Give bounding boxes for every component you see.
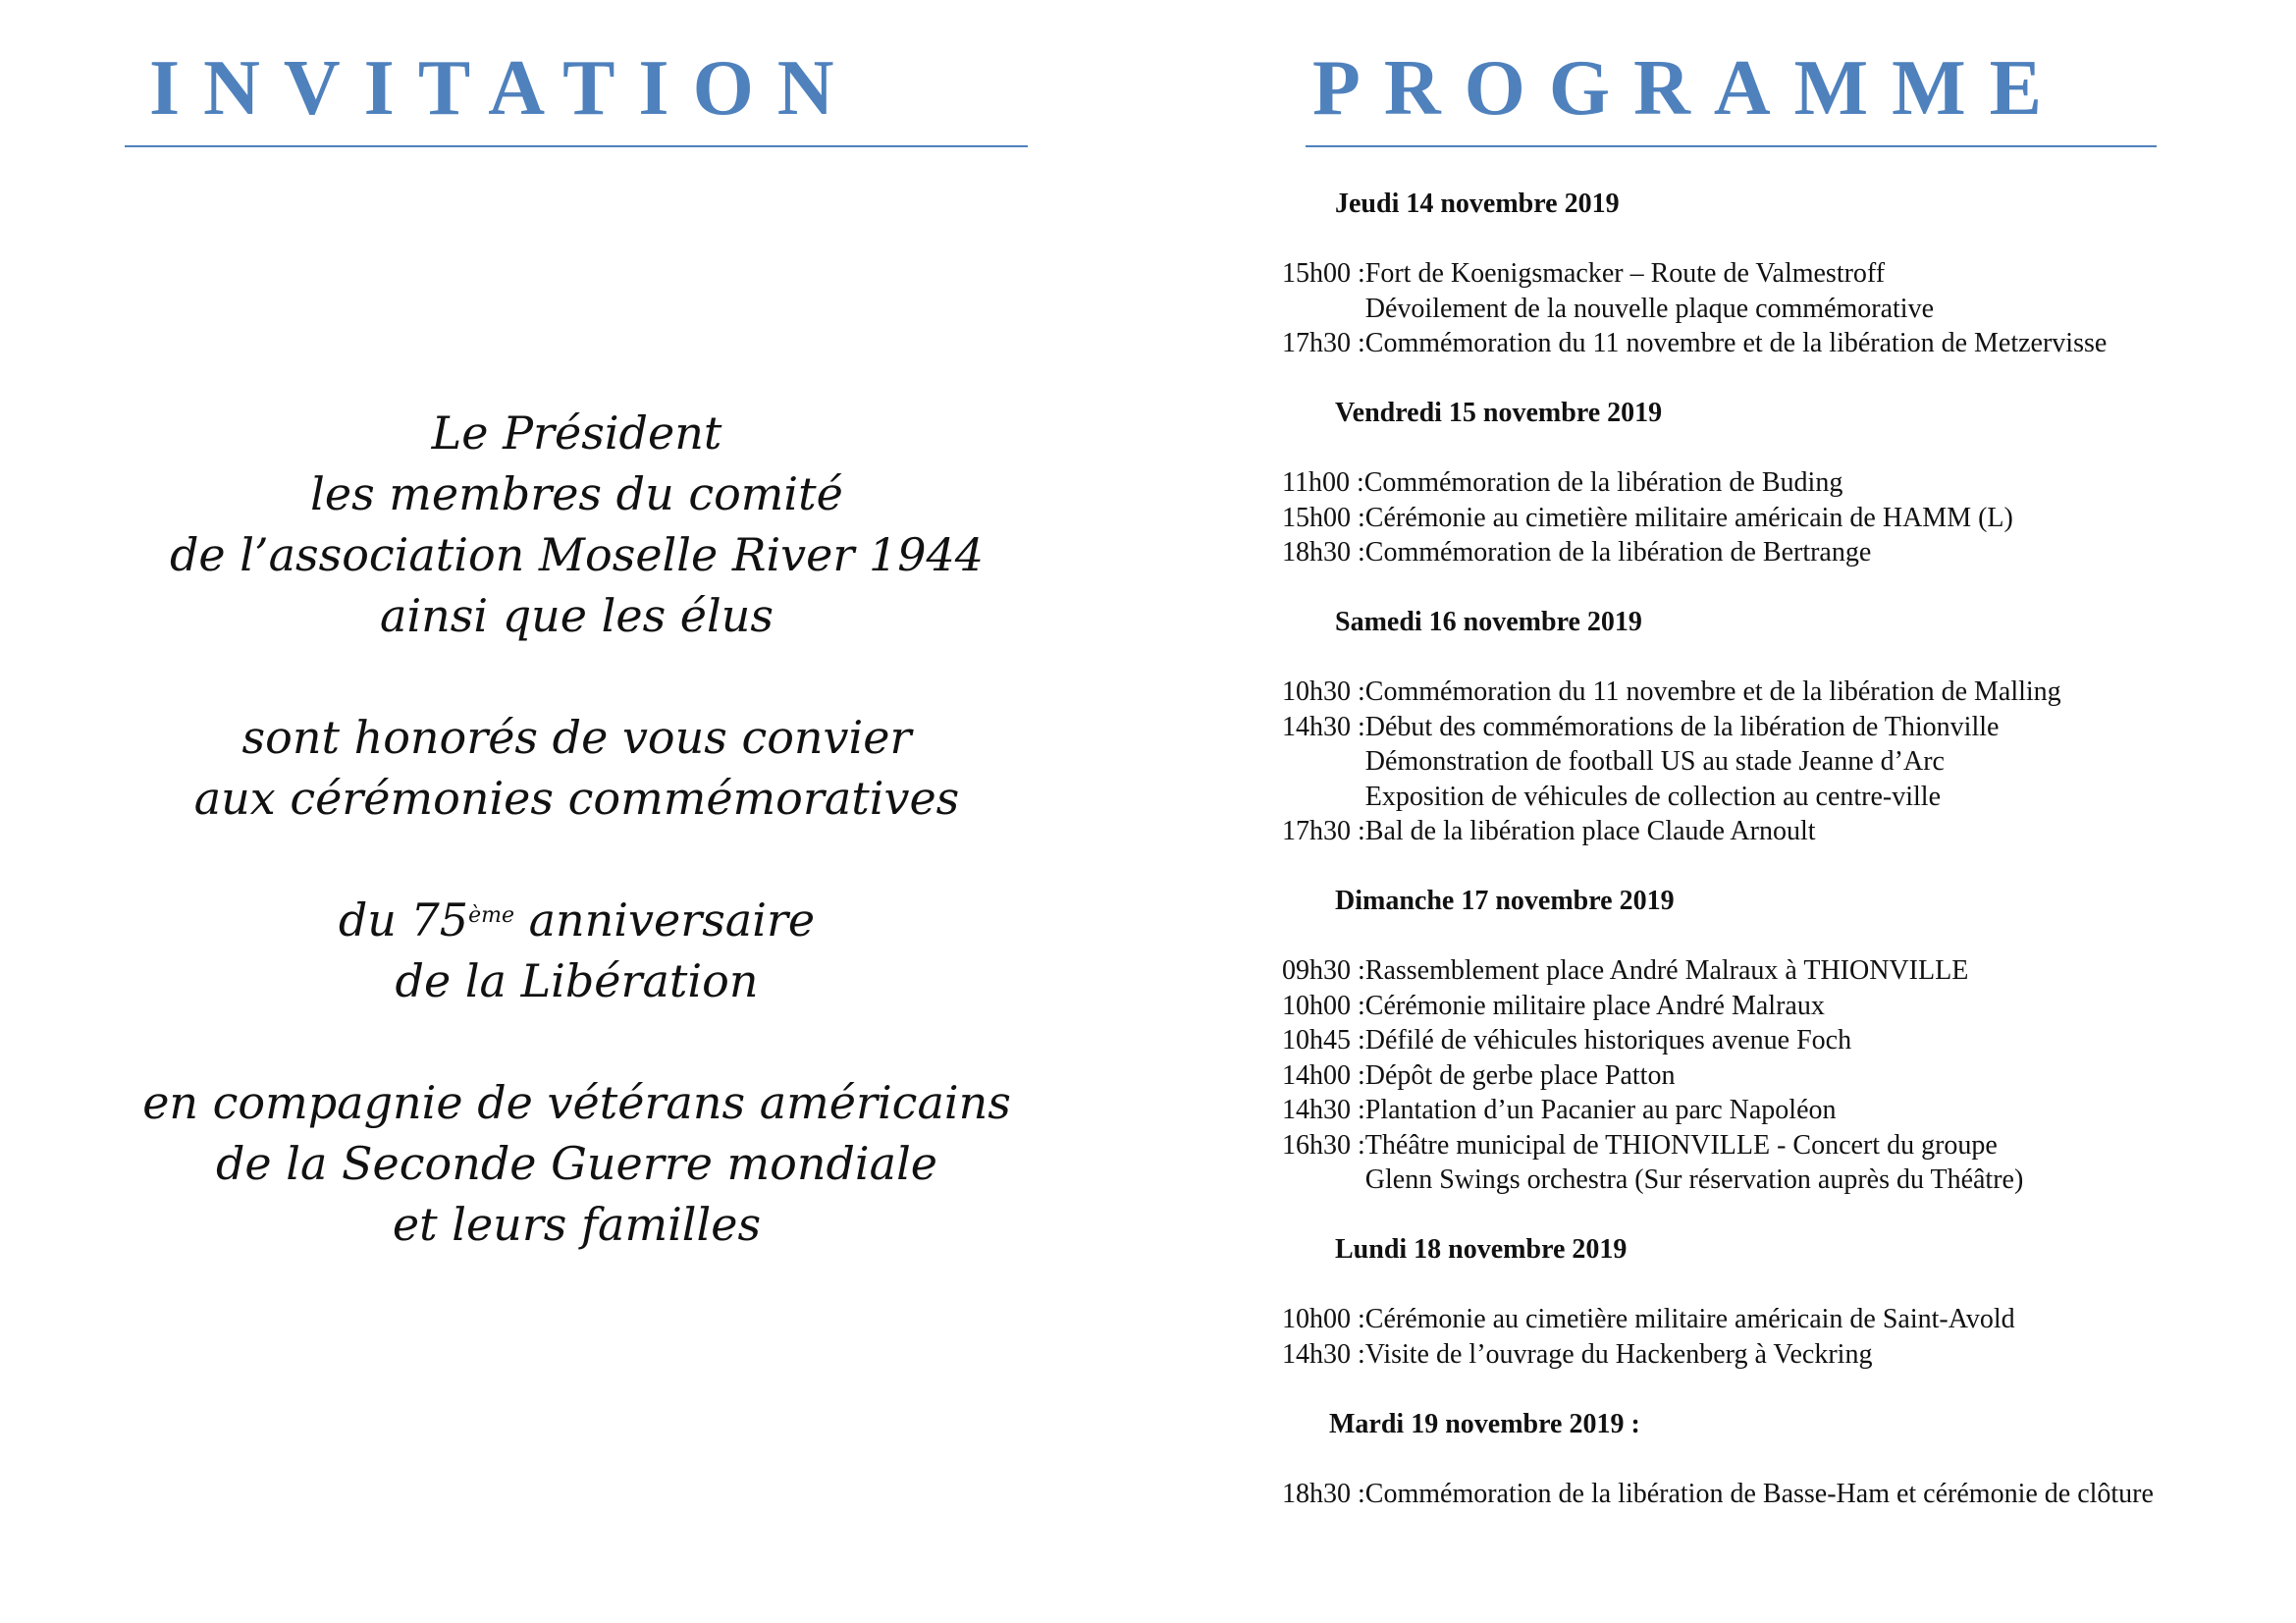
invitation-title: INVITATION <box>149 45 858 132</box>
schedule-entry <box>1282 256 2273 326</box>
day-title: Samedi 16 novembre 2019 <box>1335 607 1642 637</box>
entry-text: Commémoration du 11 novembre et de la libération de Metzervisse <box>1364 328 2108 358</box>
day-friday <box>1282 396 2273 570</box>
ordinal-suffix: ème <box>468 903 514 928</box>
entry-time: 10h00 : <box>1282 990 1365 1021</box>
entry-text: Cérémonie militaire place André Malraux <box>1364 990 1825 1021</box>
day-title: Dimanche 17 novembre 2019 <box>1335 886 1675 916</box>
entry-text: Cérémonie au cimetière militaire américain de HAMM (L) <box>1364 502 2013 533</box>
day-title: Vendredi 15 novembre 2019 <box>1335 398 1663 428</box>
entry-time: 18h30 : <box>1282 1478 1365 1509</box>
entry-text: Cérémonie au cimetière militaire américain de Saint-Avold <box>1364 1304 2015 1334</box>
entry-text: Début des commémorations de la libération de Thionville <box>1364 711 2000 742</box>
entry-text: Commémoration de la libération de Basse-Ham et cérémonie de clôture <box>1364 1478 2154 1509</box>
invitation-text <box>88 403 1065 1255</box>
schedule-entry <box>1282 814 2273 849</box>
entry-time: 14h30 : <box>1282 1338 1365 1370</box>
day-title: Mardi 19 novembre 2019 : <box>1329 1408 1640 1439</box>
invitation-block-anniversary <box>88 890 1065 1011</box>
entry-time: 17h30 : <box>1282 816 1365 846</box>
entry-text: Théâtre municipal de THIONVILLE - Concert du groupe <box>1364 1129 1998 1161</box>
day-thursday <box>1282 187 2273 361</box>
anniversary-word: anniversaire <box>513 893 816 947</box>
schedule-entry <box>1282 710 2273 815</box>
entry-text: Rassemblement place André Malraux à THIONVILLE <box>1364 955 1969 986</box>
day-tuesday <box>1282 1407 2273 1512</box>
programme-schedule <box>1282 187 2273 1546</box>
entry-text: Bal de la libération place Claude Arnoult <box>1364 816 1816 846</box>
entry-text: Commémoration de la libération de Bertrange <box>1364 537 1872 568</box>
schedule-entry <box>1282 1023 2273 1058</box>
invitation-line: sont honorés de vous convier <box>241 711 912 764</box>
entry-text: Plantation d’un Pacanier au parc Napoléon <box>1364 1095 1837 1125</box>
entry-time: 14h30 : <box>1282 711 1365 742</box>
schedule-entry <box>1282 535 2273 570</box>
day-monday <box>1282 1232 2273 1372</box>
schedule-entry <box>1282 1302 2273 1337</box>
entry-time: 14h30 : <box>1282 1095 1365 1125</box>
entry-time: 10h45 : <box>1282 1025 1365 1055</box>
programme-divider <box>1306 145 2157 147</box>
entry-time: 10h30 : <box>1282 676 1365 707</box>
entry-time: 14h00 : <box>1282 1059 1365 1091</box>
entry-text: Dépôt de gerbe place Patton <box>1364 1059 1676 1091</box>
entry-time: 15h00 : <box>1282 258 1365 289</box>
entry-time: 15h00 : <box>1282 502 1365 533</box>
schedule-entry <box>1282 1337 2273 1373</box>
invitation-line: Le Président <box>431 406 722 460</box>
schedule-entry <box>1282 501 2273 536</box>
entry-text: Démonstration de football US au stade Jeanne d’Arc <box>1364 746 1945 777</box>
entry-text: Dévoilement de la nouvelle plaque commémorative <box>1364 293 1935 324</box>
day-title: Lundi 18 novembre 2019 <box>1335 1234 1628 1265</box>
schedule-entry <box>1282 989 2273 1024</box>
invitation-line: de la Seconde Guerre mondiale <box>215 1137 938 1190</box>
invitation-block-veterans <box>88 1072 1065 1255</box>
invitation-divider <box>125 145 1028 147</box>
entry-text: Glenn Swings orchestra (Sur réservation auprès du Théâtre) <box>1364 1164 2024 1195</box>
programme-title: PROGRAMME <box>1312 45 2066 132</box>
entry-time: 18h30 : <box>1282 537 1365 568</box>
invitation-line: ainsi que les élus <box>380 589 774 642</box>
day-sunday <box>1282 884 2273 1198</box>
entry-time: 10h00 : <box>1282 1304 1365 1334</box>
invitation-line-anniversary <box>88 890 1065 950</box>
schedule-entry <box>1282 1093 2273 1128</box>
entry-text: Fort de Koenigsmacker – Route de Valmestroff <box>1364 258 1886 289</box>
schedule-entry <box>1282 1128 2273 1198</box>
anniversary-prefix: du 75 <box>338 893 469 947</box>
invitation-line: en compagnie de vétérans américains <box>142 1076 1011 1129</box>
entry-text: Commémoration de la libération de Buding <box>1363 467 1843 498</box>
invitation-line: aux cérémonies commémoratives <box>193 772 960 825</box>
entry-time: 11h00 : <box>1282 467 1364 498</box>
entry-text: Défilé de véhicules historiques avenue Foch <box>1364 1025 1852 1055</box>
entry-time: 16h30 : <box>1282 1129 1365 1161</box>
entry-time: 17h30 : <box>1282 328 1365 358</box>
invitation-line: les membres du comité <box>310 467 843 520</box>
entry-text: Exposition de véhicules de collection au centre-ville <box>1364 781 1942 812</box>
schedule-entry <box>1282 953 2273 989</box>
invitation-line: et leurs familles <box>392 1198 762 1251</box>
entry-text: Visite de l’ouvrage du Hackenberg à Veckring <box>1364 1338 1873 1370</box>
schedule-entry <box>1282 1477 2273 1512</box>
day-title: Jeudi 14 novembre 2019 <box>1335 189 1620 219</box>
invitation-block-invite <box>88 707 1065 829</box>
schedule-entry <box>1282 465 2273 501</box>
invitation-line: de la Libération <box>395 954 759 1007</box>
schedule-entry <box>1282 1058 2273 1094</box>
entry-text: Commémoration du 11 novembre et de la libération de Malling <box>1364 676 2061 707</box>
invitation-line: de l’association Moselle River 1944 <box>169 528 985 581</box>
entry-time: 09h30 : <box>1282 955 1365 986</box>
schedule-entry <box>1282 675 2273 710</box>
day-saturday <box>1282 605 2273 849</box>
schedule-entry <box>1282 326 2273 361</box>
invitation-block-hosts <box>88 403 1065 646</box>
